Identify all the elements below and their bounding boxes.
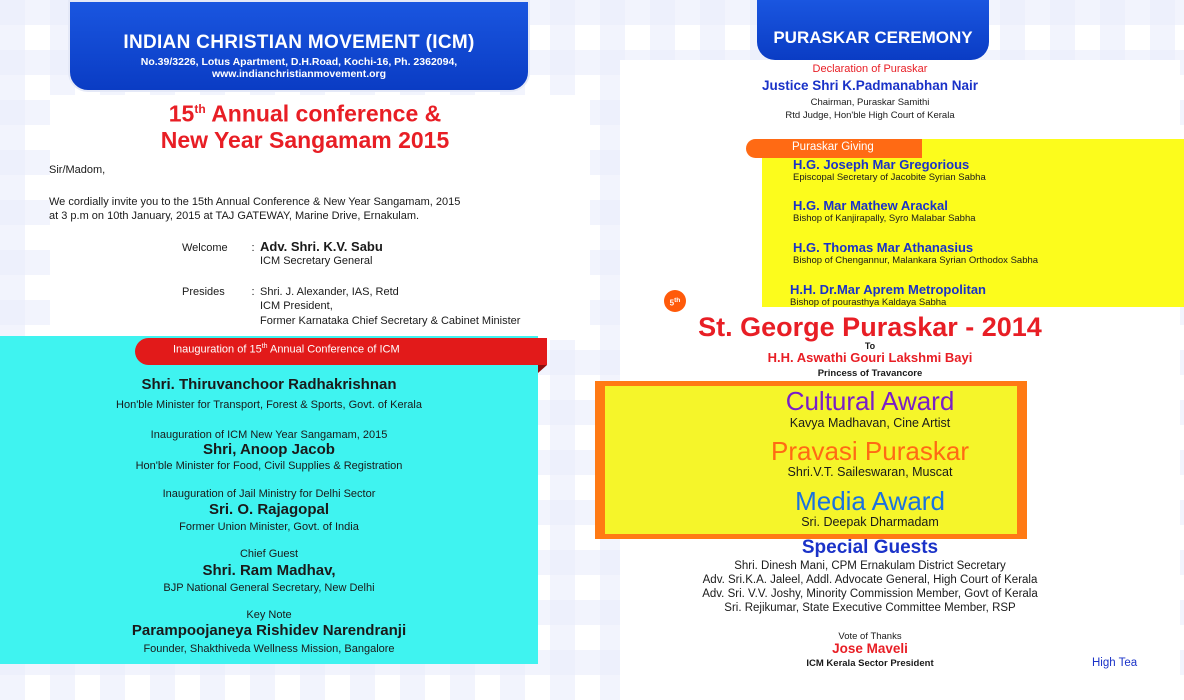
banner-fold (538, 365, 547, 373)
pravasi-puraskar-title: Pravasi Puraskar (771, 436, 969, 466)
media-award-recipient: Sri. Deepak Dharmadam (801, 515, 939, 529)
giver-4-title: Bishop of pourasthya Kaldaya Sabha (790, 297, 947, 308)
jail-ministry-heading: Inauguration of Jail Ministry for Delhi Sector (162, 488, 376, 500)
key-note-heading: Key Note (246, 609, 292, 621)
puraskar-recipient-title: Princess of Travancore (817, 368, 923, 379)
inauguration-banner-sup: th (261, 343, 268, 350)
key-note-name: Parampoojaneya Rishidev Narendranji (131, 622, 407, 639)
jail-ministry-title: Former Union Minister, Govt. of India (179, 521, 359, 533)
giver-2-title: Bishop of Kanjirapally, Syro Malabar Sabha (793, 213, 976, 224)
high-tea: High Tea (1092, 657, 1138, 669)
giver-3-name: H.G. Thomas Mar Athanasius (793, 240, 974, 255)
welcome-colon: : (251, 242, 255, 254)
inaugurator-title: Hon'ble Minister for Transport, Forest & Sports, Govt. of Kerala (116, 399, 422, 411)
welcome-title: ICM Secretary General (260, 255, 373, 267)
welcome-label: Welcome (182, 242, 228, 254)
organization-website: www.indianchristianmovement.org (211, 68, 387, 80)
key-note-title: Founder, Shakthiveda Wellness Mission, Bangalore (143, 643, 395, 655)
sangamam-inaugurator-name: Shri, Anoop Jacob (203, 441, 335, 458)
presides-label: Presides (182, 286, 225, 298)
presides-colon: : (251, 286, 255, 298)
chief-guest-heading: Chief Guest (239, 548, 299, 560)
special-guest-1: Shri. Dinesh Mani, CPM Ernakulam District Secretary (734, 560, 1006, 572)
pravasi-puraskar-recipient: Shri.V.T. Saileswaran, Muscat (787, 465, 953, 479)
presides-name: Shri. J. Alexander, IAS, Retd (260, 286, 399, 298)
welcome-name: Adv. Shri. K.V. Sabu (260, 239, 383, 254)
presides-title-2: Former Karnataka Chief Secretary & Cabinet Minister (260, 315, 521, 327)
media-award-title: Media Award (795, 486, 945, 516)
cultural-award-title: Cultural Award (785, 386, 955, 416)
giver-1-title: Episcopal Secretary of Jacobite Syrian Sabha (793, 172, 986, 183)
salutation: Sir/Madom, (49, 164, 106, 176)
justice-title-1: Chairman, Puraskar Samithi (810, 97, 930, 108)
organization-address: No.39/3226, Lotus Apartment, D.H.Road, Kochi-16, Ph. 2362094, (140, 56, 458, 68)
conference-title-line2: New Year Sangamam 2015 (160, 126, 450, 153)
conference-title-line1: Annual conference & (205, 100, 442, 127)
giver-2-name: H.G. Mar Mathew Arackal (793, 198, 948, 213)
giver-3-title: Bishop of Chengannur, Malankara Syrian Orthodox Sabha (793, 255, 1039, 266)
giver-4-name: H.H. Dr.Mar Aprem Metropolitan (790, 282, 986, 297)
presides-row (182, 286, 399, 298)
giver-4 (790, 282, 986, 308)
vote-of-thanks-name: Jose Maveli (832, 641, 908, 656)
welcome-row (182, 239, 383, 254)
special-guest-3: Adv. Sri. V.V. Joshy, Minority Commission Member, Govt of Kerala (702, 588, 1038, 600)
conference-ordinal-suffix: th (194, 102, 206, 116)
special-guest-2: Adv. Sri.K.A. Jaleel, Addl. Advocate General, High Court of Kerala (702, 574, 1038, 586)
conference-title (100, 96, 510, 153)
puraskar-recipient: H.H. Aswathi Gouri Lakshmi Bayi (767, 350, 973, 365)
declaration-heading: Declaration of Puraskar (812, 63, 928, 75)
special-guests-title: Special Guests (801, 537, 939, 558)
sangamam-heading: Inauguration of ICM New Year Sangamam, 2015 (150, 429, 388, 441)
conference-ordinal: 15 (168, 100, 195, 127)
inaugurator-name: Shri. Thiruvanchoor Radhakrishnan (141, 376, 397, 393)
inauguration-banner-pre: Inauguration of 15 (173, 343, 262, 356)
icm-header-banner (68, 0, 530, 92)
edition-suffix: th (674, 297, 681, 304)
giver-1 (793, 157, 986, 183)
inauguration-banner (135, 338, 547, 365)
justice-name: Justice Shri K.Padmanabhan Nair (761, 78, 979, 93)
puraskar-ceremony-banner: PURASKAR CEREMONY (757, 0, 989, 60)
justice-title-2: Rtd Judge, Hon'ble High Court of Kerala (785, 110, 955, 121)
jail-ministry-name: Sri. O. Rajagopal (208, 501, 330, 518)
cultural-award-recipient: Kavya Madhavan, Cine Artist (789, 416, 951, 430)
puraskar-to: To (864, 341, 876, 351)
presides-title-1: ICM President, (260, 300, 333, 312)
vote-of-thanks-label: Vote of Thanks (838, 631, 902, 642)
edition-badge (664, 290, 686, 312)
edition-number: 5 (669, 298, 675, 308)
sangamam-inaugurator-title: Hon'ble Minister for Food, Civil Supplies & Registration (135, 460, 403, 472)
giver-1-name: H.G. Joseph Mar Gregorious (793, 157, 970, 172)
invitation-line-2: at 3 p.m on 10th January, 2015 at TAJ GATEWAY, Marine Drive, Ernakulam. (49, 210, 420, 222)
giver-2 (793, 198, 976, 224)
st-george-puraskar-title: St. George Puraskar - 2014 (698, 312, 1042, 342)
vote-of-thanks-title: ICM Kerala Sector President (806, 658, 934, 669)
puraskar-giving-banner: Puraskar Giving (746, 139, 922, 158)
inauguration-banner-post: Annual Conference of ICM (267, 343, 400, 356)
special-guest-4: Sri. Rejikumar, State Executive Committee Member, RSP (724, 602, 1016, 614)
invitation-line-1: We cordially invite you to the 15th Annual Conference & New Year Sangamam, 2015 (49, 196, 461, 208)
chief-guest-name: Shri. Ram Madhav, (202, 562, 336, 579)
giver-3 (793, 240, 1038, 266)
organization-title: INDIAN CHRISTIAN MOVEMENT (ICM) (123, 32, 475, 53)
chief-guest-title: BJP National General Secretary, New Delhi (163, 582, 375, 594)
